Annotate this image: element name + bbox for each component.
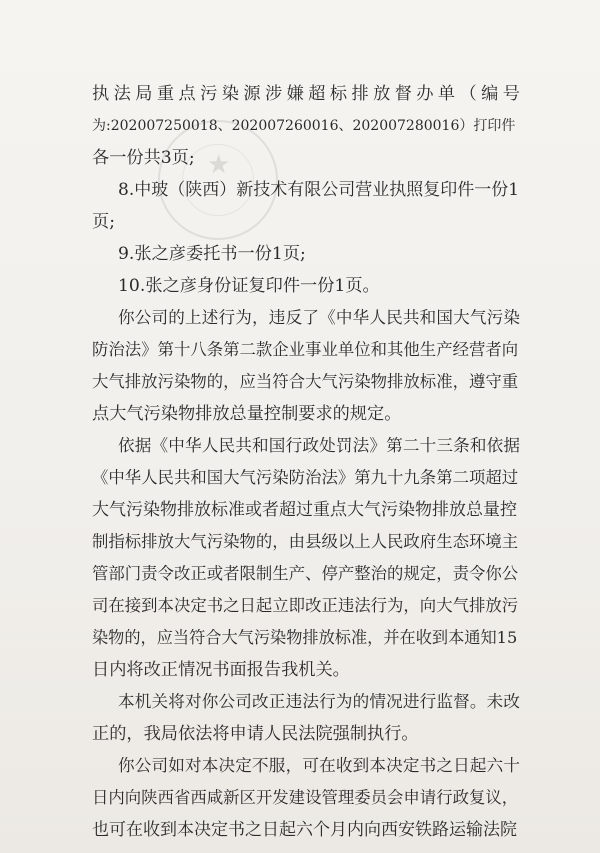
text-line (0, 718, 600, 750)
text-line (0, 686, 600, 718)
text-line (0, 782, 600, 814)
line-21: 正的，我局依法将申请人民法院强制执行。 (92, 724, 419, 744)
line-1: 执法局重点污染源涉嫌超标排放督办单（编号 (92, 84, 520, 104)
text-line (0, 142, 600, 174)
text-line (0, 334, 600, 366)
text-line (0, 814, 600, 846)
text-line (0, 398, 600, 430)
line-7: 10.张之彦身份证复印件一份1页。 (118, 276, 380, 296)
text-line (0, 430, 600, 462)
line-8: 你公司的上述行为，违反了《中华人民共和国大气污染 (118, 308, 520, 327)
seal-star-icon: ★ (207, 150, 231, 180)
line-17: 司在接到本决定书之日起立即改正违法行为，向大气排放污 (92, 596, 519, 615)
text-line (0, 78, 600, 110)
line-13: 《中华人民共和国大气污染防治法》第九十九条第二项超过 (92, 468, 519, 487)
line-11: 点大气污染物排放总量控制要求的规定。 (92, 404, 402, 424)
line-20: 本机关将对你公司改正违法行为的情况进行监督。未改 (118, 692, 520, 711)
line-4: 8.中玻（陕西）新技术有限公司营业执照复印件一份1 (118, 180, 520, 200)
line-3: 各一份共3页; (92, 148, 195, 168)
text-line (0, 366, 600, 398)
text-line (0, 654, 600, 686)
line-22: 你公司如对本决定不服，可在收到本决定书之日起六十 (118, 756, 520, 775)
text-line (0, 302, 600, 334)
line-18: 染物的，应当符合大气污染物排放标准，并在收到本通知15 (92, 628, 518, 647)
text-line (0, 622, 600, 654)
line-2: 为:202007250018、202007260016、202007280016）打印件 (92, 118, 516, 134)
line-24: 也可在收到本决定书之日起六个月内向西安铁路运输法院 (92, 820, 517, 840)
line-23: 日内向陕西省西咸新区开发建设管理委员会申请行政复议， (92, 788, 519, 807)
line-12: 依据《中华人民共和国行政处罚法》第二十三条和依据 (118, 436, 520, 455)
text-line (0, 270, 600, 302)
line-15: 制指标排放大气污染物的，由县级以上人民政府生态环境主 (92, 532, 519, 551)
line-5: 页; (92, 212, 115, 232)
line-9: 防治法》第十八条第二款企业事业单位和其他生产经营者向 (92, 340, 519, 359)
text-line (0, 750, 600, 782)
line-16: 管部门责令改正或者限制生产、停产整治的规定，责令你公 (92, 564, 519, 583)
line-14: 大气污染物排放标准或者超过重点大气污染物排放总量控 (92, 500, 517, 520)
text-line (0, 238, 600, 270)
text-line (0, 110, 600, 142)
line-6: 9.张之彦委托书一份1页; (118, 244, 306, 264)
text-line (0, 494, 600, 526)
text-line (0, 174, 600, 206)
line-19: 日内将改正情况书面报告我机关。 (92, 660, 350, 680)
text-line (0, 206, 600, 238)
line-10: 大气排放污染物的，应当符合大气污染物排放标准，遵守重 (92, 372, 519, 391)
text-line (0, 526, 600, 558)
text-line (0, 462, 600, 494)
text-line (0, 558, 600, 590)
text-line (0, 590, 600, 622)
